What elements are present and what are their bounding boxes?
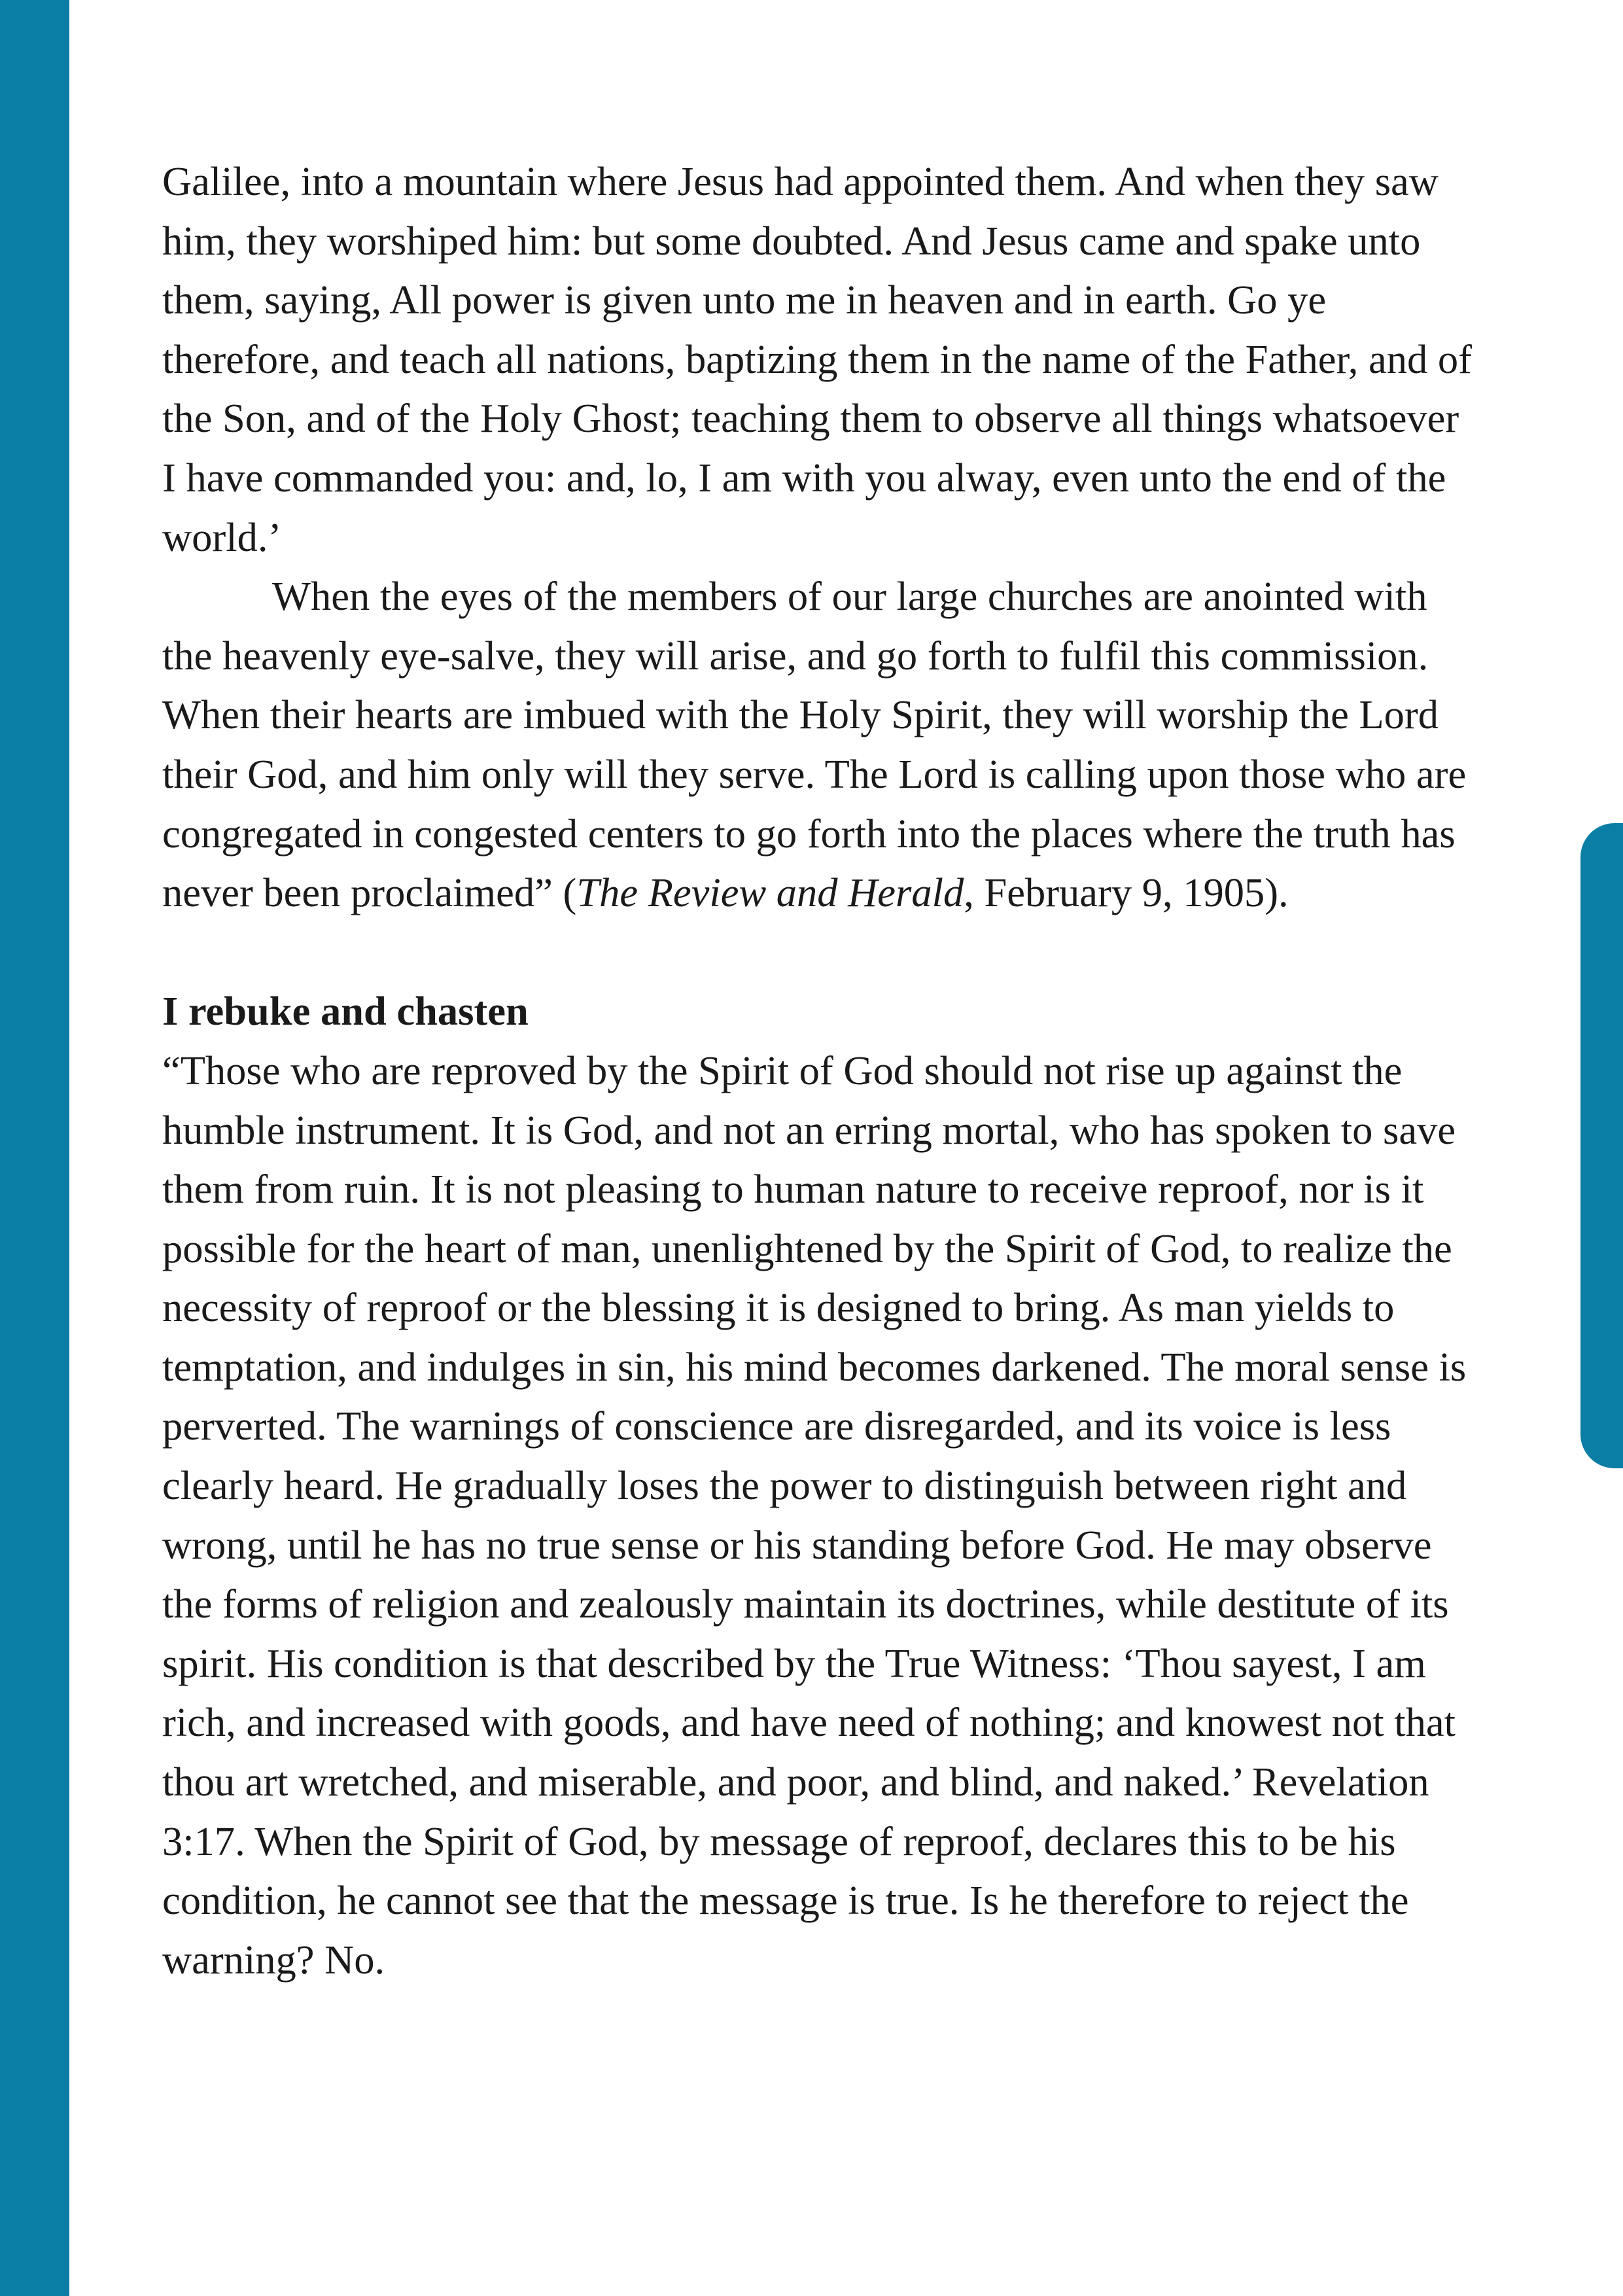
section-heading: I rebuke and chasten bbox=[162, 988, 529, 1034]
page-body bbox=[162, 152, 1477, 1989]
source-citation-date: , February 9, 1905). bbox=[964, 870, 1289, 916]
left-accent-bar bbox=[0, 0, 69, 2296]
paragraph-continuation: Galilee, into a mountain where Jesus had appointed them. And when they saw him, they worshiped him: but some doubted. And Jesus came and spake unto them, saying, All power is given unto me in heaven and in earth. Go ye therefore, and teach all nations, baptizing them in the name of the Father, and of the Son, and of the Holy Ghost; teaching them to observe all things whatsoever I have commanded you: and, lo, I am with you alway, even unto the end of the world.’ bbox=[162, 158, 1472, 560]
side-thumb-tab bbox=[1580, 823, 1623, 1468]
section-spacer bbox=[162, 923, 1477, 982]
paragraph-reproof: “Those who are reproved by the Spirit of God should not rise up against the humble instrument. It is God, and not an erring mortal, who has spoken to save them from ruin. It is not pleasing to human nature to receive reproof, nor is it possible for the heart of man, unenlightened by the Spirit of God, to realize the necessity of reproof or the blessing it is designed to bring. As man yields to temptation, and indulges in sin, his mind becomes darkened. The moral sense is perverted. The warnings of conscience are disregarded, and its voice is less clearly heard. He gradually loses the power to distinguish between right and wrong, until he has no true sense or his standing before God. He may observe the forms of religion and zealously maintain its doctrines, while destitute of its spirit. His condition is that described by the True Witness: ‘Thou sayest, I am rich, and increased with goods, and have need of nothing; and knowest not that thou art wretched, and miserable, and poor, and blind, and naked.’ Revelation 3:17. When the Spirit of God, by message of reproof, declares this to be his condition, he cannot see that the message is true. Is he therefore to reject the warning? No. bbox=[162, 1047, 1467, 1983]
source-citation-title: The Review and Herald bbox=[576, 870, 964, 916]
paragraph-commission-text: When the eyes of the members of our large churches are anointed with the heavenly eye-salve, they will arise, and go forth to fulfil this commission. When their hearts are imbued with the Holy Spirit, they will worship the Lord their God, and him only will they serve. The Lord is calling upon those who are congregated in congested centers to go forth into the places where the truth has never been proclaimed” ( bbox=[162, 573, 1467, 916]
paragraph-commission bbox=[162, 567, 1477, 923]
